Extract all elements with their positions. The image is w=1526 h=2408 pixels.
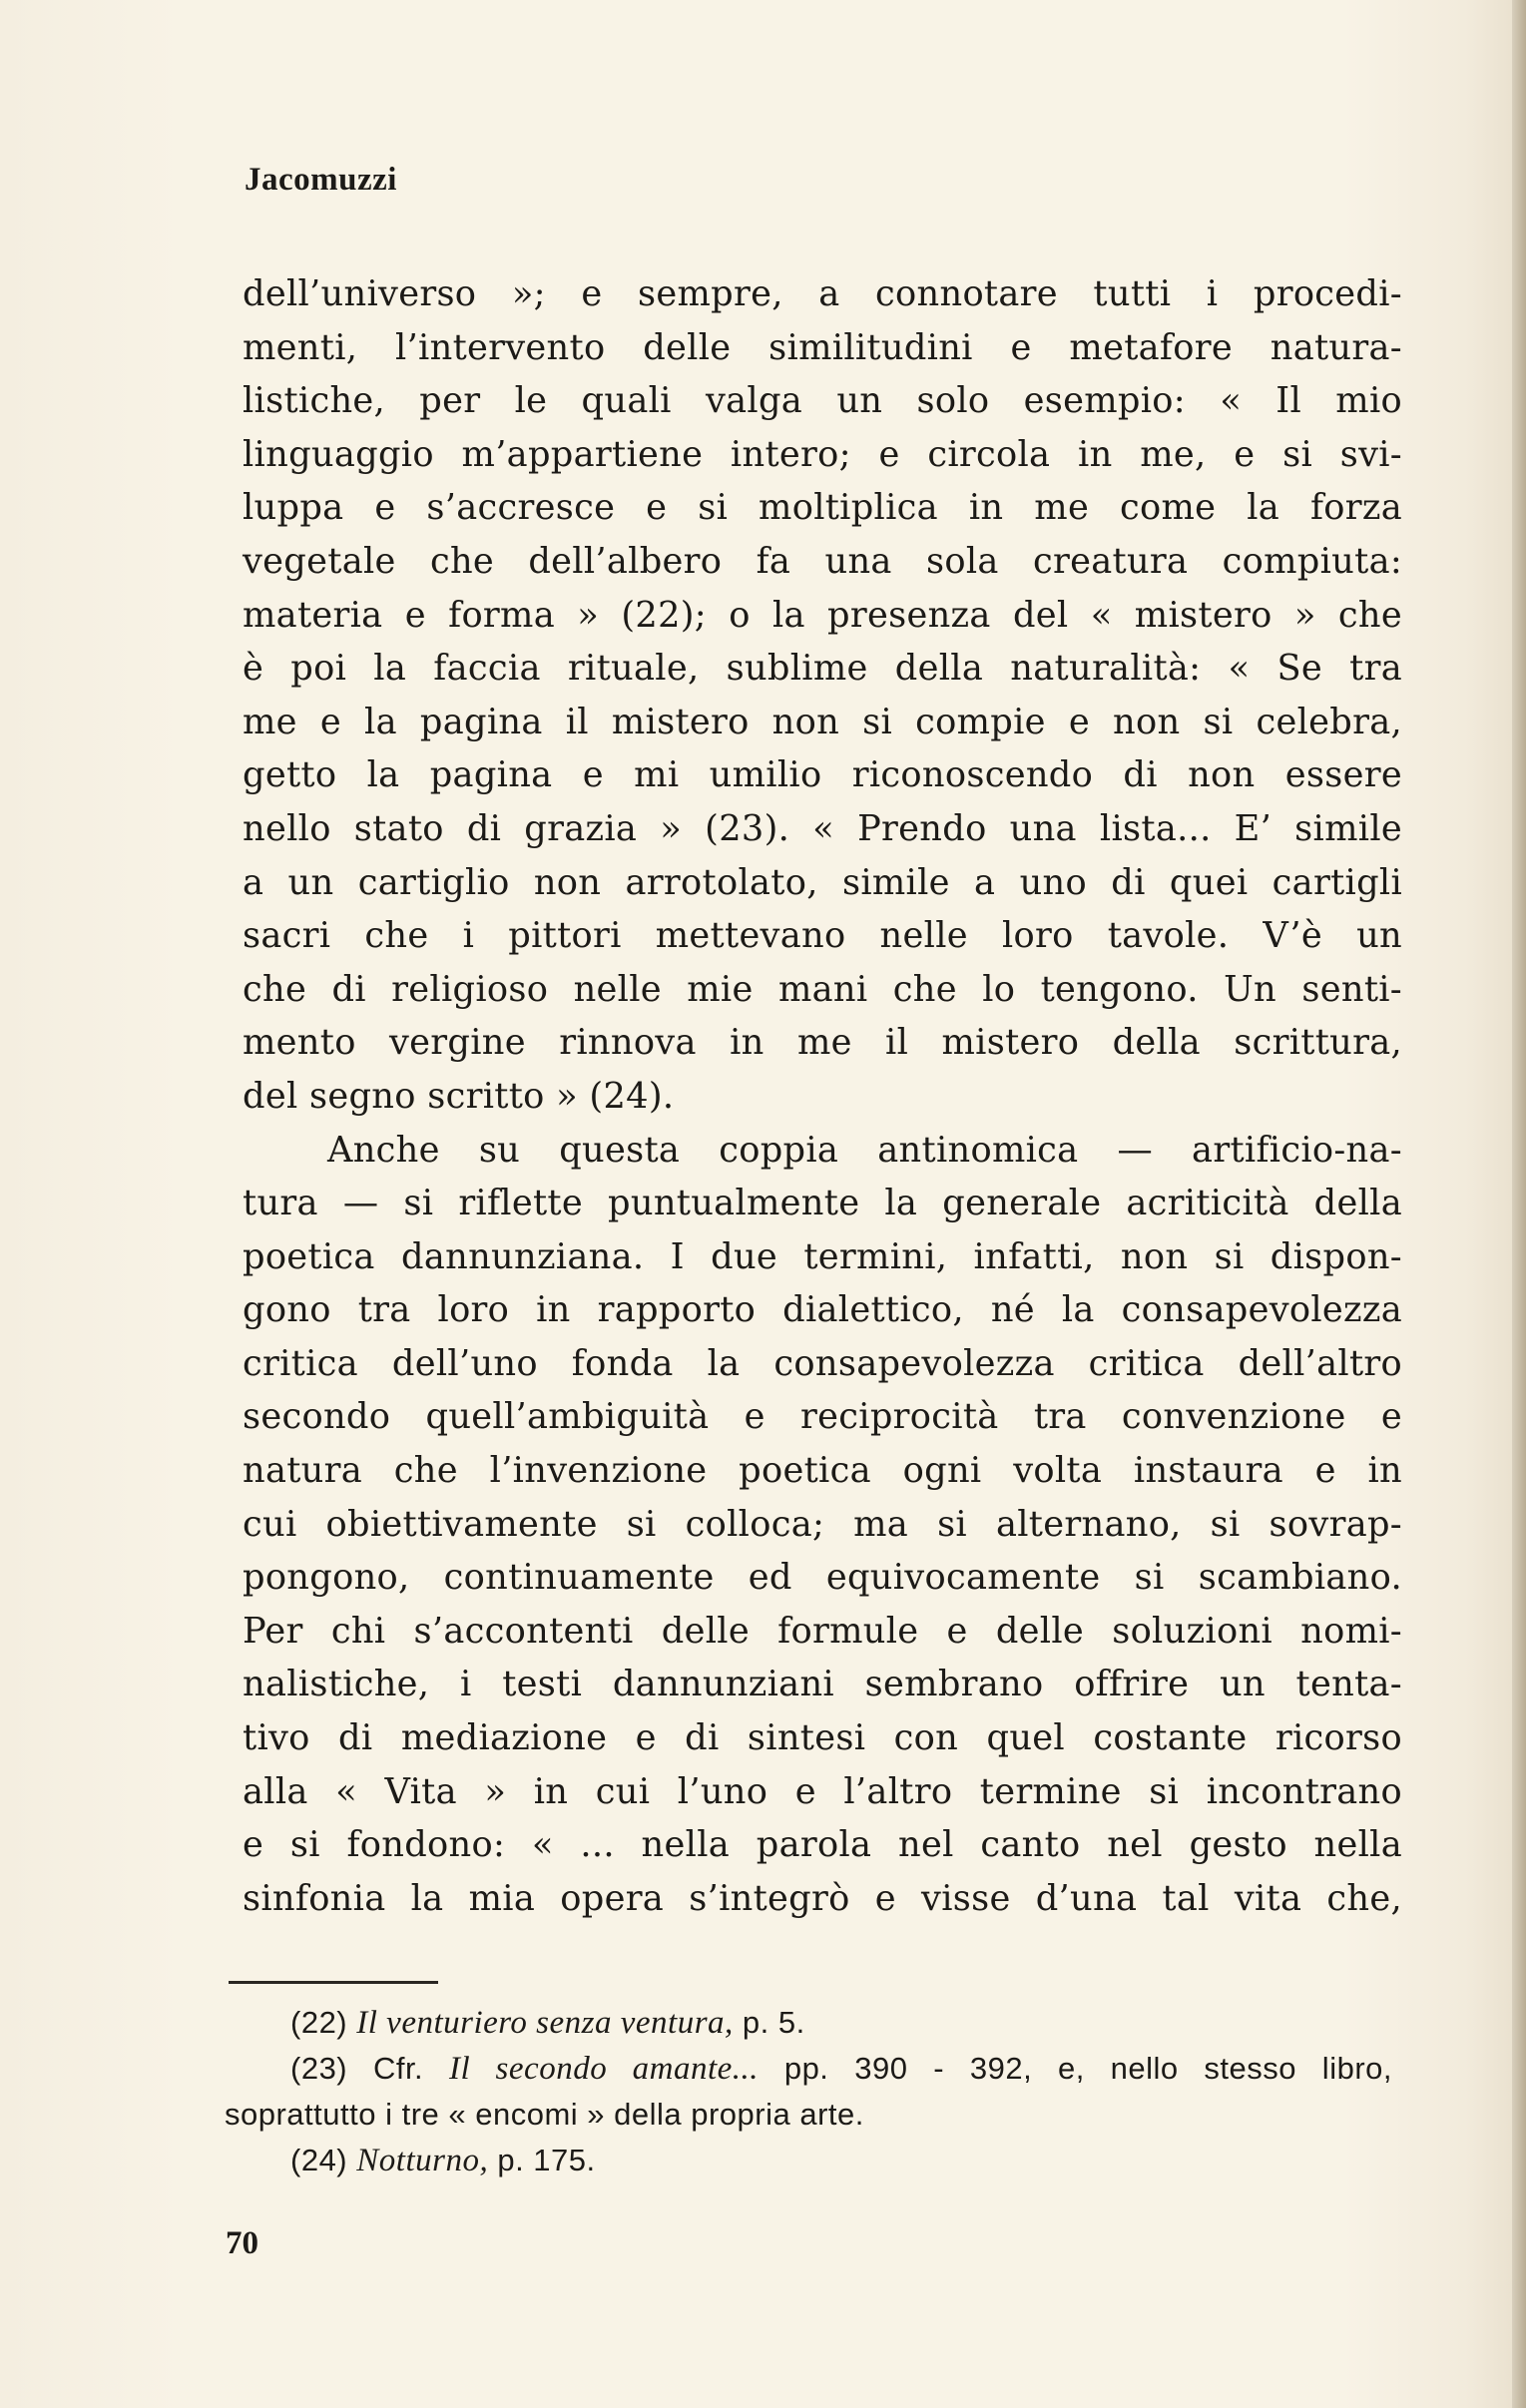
body-line: nello stato di grazia » (23). « Prendo una lista... E’ simile [243,807,1402,849]
footnote-marker: (22) [290,2005,348,2040]
body-line: mento vergine rinnova in me il mistero della scrittura, [243,1022,1402,1064]
body-line: poetica dannunziana. I due termini, infatti, non si dispon- [243,1235,1402,1277]
body-line: linguaggio m’appartiene intero; e circola in me, e si svi- [243,433,1402,475]
footnote-marker: (23) [290,2051,348,2086]
body-line: materia e forma » (22); o la presenza del « mistero » che [243,594,1402,636]
footnote-title: Notturno, [356,2143,489,2178]
footnote-24 [225,2138,1392,2183]
page-number: 70 [226,2225,258,2261]
body-line-paragraph-start: Anche su questa coppia antinomica — artificio-na- [327,1129,1402,1171]
body-line: cui obiettivamente si colloca; ma si alternano, si sovrap- [243,1503,1402,1545]
body-line: sinfonia la mia opera s’integrò e visse d’una tal vita che, [243,1877,1402,1919]
body-line: listiche, per le quali valga un solo esempio: « Il mio [243,380,1402,422]
body-line: me e la pagina il mistero non si compie e non si celebra, [243,701,1402,742]
body-line: getto la pagina e mi umilio riconoscendo di non essere [243,754,1402,796]
body-line: nalistiche, i testi dannunziani sembrano offrire un tenta- [243,1664,1402,1705]
body-line: è poi la faccia rituale, sublime della naturalità: « Se tra [243,648,1402,690]
footnote-text: p. 5. [733,2005,805,2040]
body-line: vegetale che dell’albero fa una sola creatura compiuta: [243,540,1402,582]
body-line: tivo di mediazione e di sintesi con quel costante ricorso [243,1717,1402,1759]
footnotes [225,2000,1392,2183]
body-line: critica dell’uno fonda la consapevolezza critica dell’altro [243,1342,1402,1384]
body-line: tura — si riflette puntualmente la generale acriticità della [243,1183,1402,1224]
body-line: menti, l’intervento delle similitudini e metafore natura- [243,326,1402,368]
footnote-text: pp. 390 - 392, e, nello stesso libro, [759,2051,1392,2086]
body-line: e si fondono: « ... nella parola nel canto nel gesto nella [243,1824,1402,1866]
body-line: Per chi s’accontenti delle formule e delle soluzioni nomi- [243,1610,1402,1652]
running-head: Jacomuzzi [245,162,397,198]
body-line: sacri che i pittori mettevano nelle loro tavole. V’è un [243,915,1402,957]
body-line: dell’universo »; e sempre, a connotare tutti i procedi- [243,273,1402,314]
body-line: che di religioso nelle mie mani che lo tengono. Un senti- [243,968,1402,1010]
page-edge-shadow [1512,0,1526,2408]
body-line: a un cartiglio non arrotolato, simile a uno di quei cartigli [243,861,1402,903]
body-line: luppa e s’accresce e si moltiplica in me come la forza [243,487,1402,529]
body-text [243,267,1402,1925]
body-line: natura che l’invenzione poetica ogni volta instaura e in [243,1450,1402,1492]
footnote-title: Il venturiero senza ventura, [356,2005,734,2041]
body-line: secondo quell’ambiguità e reciprocità tra convenzione e [243,1396,1402,1438]
body-line: pongono, continuamente ed equivocamente si scambiano. [243,1557,1402,1599]
footnote-marker: (24) [290,2143,348,2177]
footnote-text: p. 175. [488,2143,596,2177]
footnote-rule [229,1981,438,1984]
footnote-22 [225,2000,1392,2046]
footnote-text: Cfr. [372,2051,449,2086]
body-line-paragraph-end: del segno scritto » (24). [243,1075,675,1117]
body-line: alla « Vita » in cui l’uno e l’altro termine si incontrano [243,1770,1402,1812]
footnote-23-continuation: soprattutto i tre « encomi » della propria arte. [225,2097,864,2132]
footnote-title: Il secondo amante... [448,2051,760,2087]
footnote-23 [225,2046,1392,2092]
body-line: gono tra loro in rapporto dialettico, né la consapevolezza [243,1289,1402,1331]
